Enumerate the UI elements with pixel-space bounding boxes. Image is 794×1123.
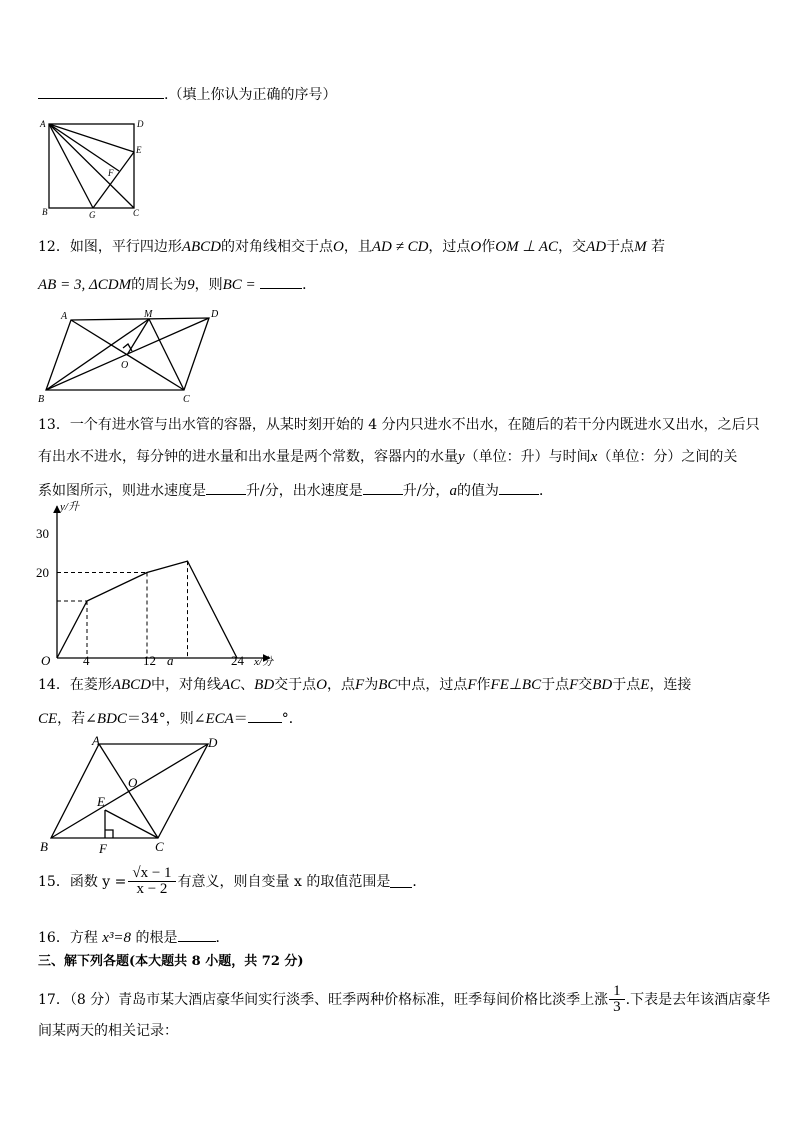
- label-b: B: [38, 394, 45, 405]
- answer-blank: [248, 710, 282, 723]
- label-o: O: [121, 360, 129, 371]
- origin-label: O: [41, 653, 51, 668]
- line-af: [49, 124, 119, 171]
- y-tick-20: 20: [36, 565, 49, 580]
- label-d: D: [208, 735, 218, 750]
- label-a: A: [92, 733, 100, 748]
- x-tick-a: a: [167, 653, 174, 668]
- label-c: C: [133, 208, 140, 218]
- label-e: E: [97, 794, 105, 809]
- q15-fraction: $\frac{√x - 1}{x - 2}$: [128, 866, 175, 897]
- x-tick-4: 4: [83, 653, 90, 668]
- q13-line2: 有出水不进水，每分钟的进水量和出水量是两个常数，容器内的水量y（单位：升）与时间x（单位：分）之间的关: [38, 449, 738, 465]
- label-f: F: [108, 168, 114, 178]
- q14-figure: [36, 732, 226, 856]
- line-ac: [49, 124, 134, 208]
- x-tick-12: 12: [143, 653, 156, 668]
- q11-answer-line: [38, 86, 336, 102]
- answer-blank: [206, 482, 246, 495]
- q17-line1: 17．（8 分）青岛市某大酒店豪华间实行淡季、旺季两种价格标准，旺季每间价格比淡季上涨 $\frac{1}{3}$ .下表是去年该酒店豪华: [38, 983, 771, 1015]
- label-a: A: [61, 311, 68, 322]
- label-f: F: [99, 841, 107, 856]
- label-c: C: [155, 839, 164, 854]
- q11-figure: [36, 116, 148, 221]
- q13-line3: 系如图所示，则进水速度是 升/分，出水速度是 升/分，a的值为 ．: [38, 483, 553, 499]
- q13-line1: 13．一个有进水管与出水管的容器，从某时刻开始的 4 分内只进水不出水，在随后的若干分内既进水又出水，之后只: [38, 417, 760, 433]
- segment-bm: [46, 319, 149, 390]
- label-e: E: [136, 145, 142, 155]
- x-axis-label: x/分: [254, 656, 273, 668]
- line-ge: [93, 152, 134, 208]
- q17-fraction: $\frac{1}{3}$: [609, 984, 625, 1015]
- q15-line: 15．函数 y = $\frac{√x - 1}{x - 2}$ 有意义，则自变量 x 的取值范围是 ．: [38, 865, 427, 897]
- x-tick-24: 24: [231, 653, 244, 668]
- q11-tail-text: .（填上你认为正确的序号）: [164, 87, 337, 103]
- q12-line2: AB = 3, ΔCDM的周长为9，则BC = ．: [38, 277, 317, 293]
- q14-line1: 14．在菱形ABCD中，对角线AC、BD交于点O，点F为BC中点，过点F作FE⊥BC于点F交BD于点E，连接: [38, 677, 692, 693]
- q16-line: 16．方程 x³=8 的根是 ．: [38, 930, 230, 946]
- y-tick-30: 30: [36, 526, 49, 541]
- right-angle-mark: [105, 830, 113, 838]
- label-m: M: [144, 309, 153, 320]
- q14-line2: CE，若∠BDC＝34°，则∠ECA＝ °．: [38, 711, 303, 727]
- answer-blank: [390, 875, 412, 888]
- y-axis-label: y/升: [60, 501, 79, 513]
- label-o: O: [128, 775, 138, 790]
- label-b: B: [40, 839, 48, 854]
- label-d: D: [211, 309, 219, 320]
- q12-figure: [34, 306, 234, 406]
- label-d: D: [137, 119, 144, 129]
- q17-line2: 间某两天的相关记录：: [38, 1023, 178, 1039]
- answer-blank: [260, 276, 302, 289]
- q13-line-graph: [30, 498, 280, 674]
- label-a: A: [40, 119, 46, 129]
- label-g: G: [89, 210, 96, 220]
- answer-blank: [178, 929, 216, 942]
- answer-blank: [38, 86, 164, 99]
- answer-blank: [499, 482, 539, 495]
- label-c: C: [183, 394, 190, 405]
- answer-blank: [363, 482, 403, 495]
- section-title: 三、解下列各题(本大题共 8 小题，共 72 分): [38, 954, 304, 969]
- q12-line1: 12．如图，平行四边形ABCD的对角线相交于点O，且AD ≠ CD，过点O作OM ⊥ AC，交AD于点M 若: [38, 239, 666, 255]
- label-b: B: [42, 207, 48, 217]
